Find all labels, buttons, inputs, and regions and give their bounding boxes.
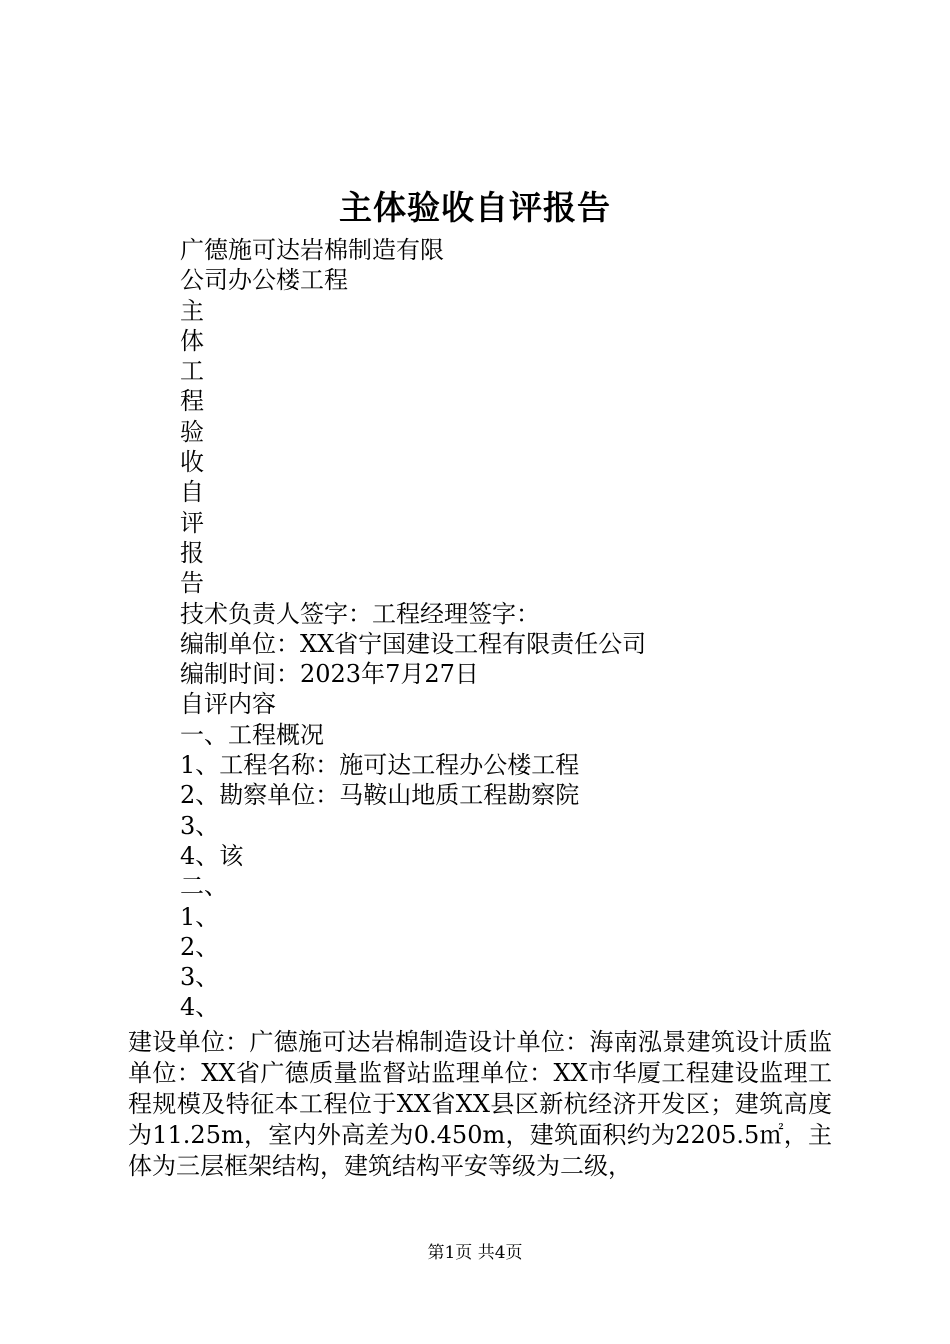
content-lines [180, 235, 860, 1023]
text-line: 收 [180, 448, 204, 477]
list-item: 3、 [180, 811, 220, 840]
list-item: 4、 [180, 993, 220, 1022]
section-heading: 二、 [180, 872, 228, 901]
section-heading: 自评内容 [180, 690, 276, 719]
paragraph-text: 建设单位：广德施可达岩棉制造设计单位：海南泓景建筑设计质监单位：XX省广德质量监督站监理单位：XX市华厦工程建设监理工程规模及特征本工程位于XX省XX县区新杭经济开发区；建筑高度为11.25m，室内外高差为0.450m，建筑面积约为2205.5㎡，主体为三层框架结构，建筑结构平安等级为二级， [128, 1028, 832, 1180]
signature-line: 技术负责人签字：工程经理签字： [180, 599, 540, 628]
list-item: 4、该 [180, 841, 244, 870]
text-line: 公司办公楼工程 [180, 266, 348, 295]
text-line: 广德施可达岩棉制造有限 [180, 236, 444, 264]
list-item: 2、勘察单位：马鞍山地质工程勘察院 [180, 781, 580, 810]
text-line: 自 [180, 478, 204, 507]
document-title: 主体验收自评报告 [339, 188, 611, 227]
list-item: 1、 [180, 902, 220, 931]
text-line: 主 [180, 296, 204, 325]
section-heading: 一、工程概况 [180, 720, 324, 749]
text-line: 验 [180, 417, 204, 446]
list-item: 3、 [180, 963, 220, 992]
body-paragraph [128, 1027, 832, 1182]
compiler-line: 编制单位：XX省宁国建设工程有限责任公司 [180, 629, 647, 658]
text-line: 评 [180, 508, 204, 537]
date-line: 编制时间：2023年7月27日 [180, 660, 479, 689]
text-line: 报 [180, 538, 204, 567]
list-item: 2、 [180, 932, 220, 961]
text-line: 工 [180, 357, 204, 386]
page-footer: 第1页 共4页 [427, 1243, 523, 1263]
text-line: 体 [180, 326, 204, 355]
text-line: 程 [180, 387, 204, 416]
list-item: 1、工程名称：施可达工程办公楼工程 [180, 751, 580, 780]
text-line: 告 [180, 569, 204, 598]
